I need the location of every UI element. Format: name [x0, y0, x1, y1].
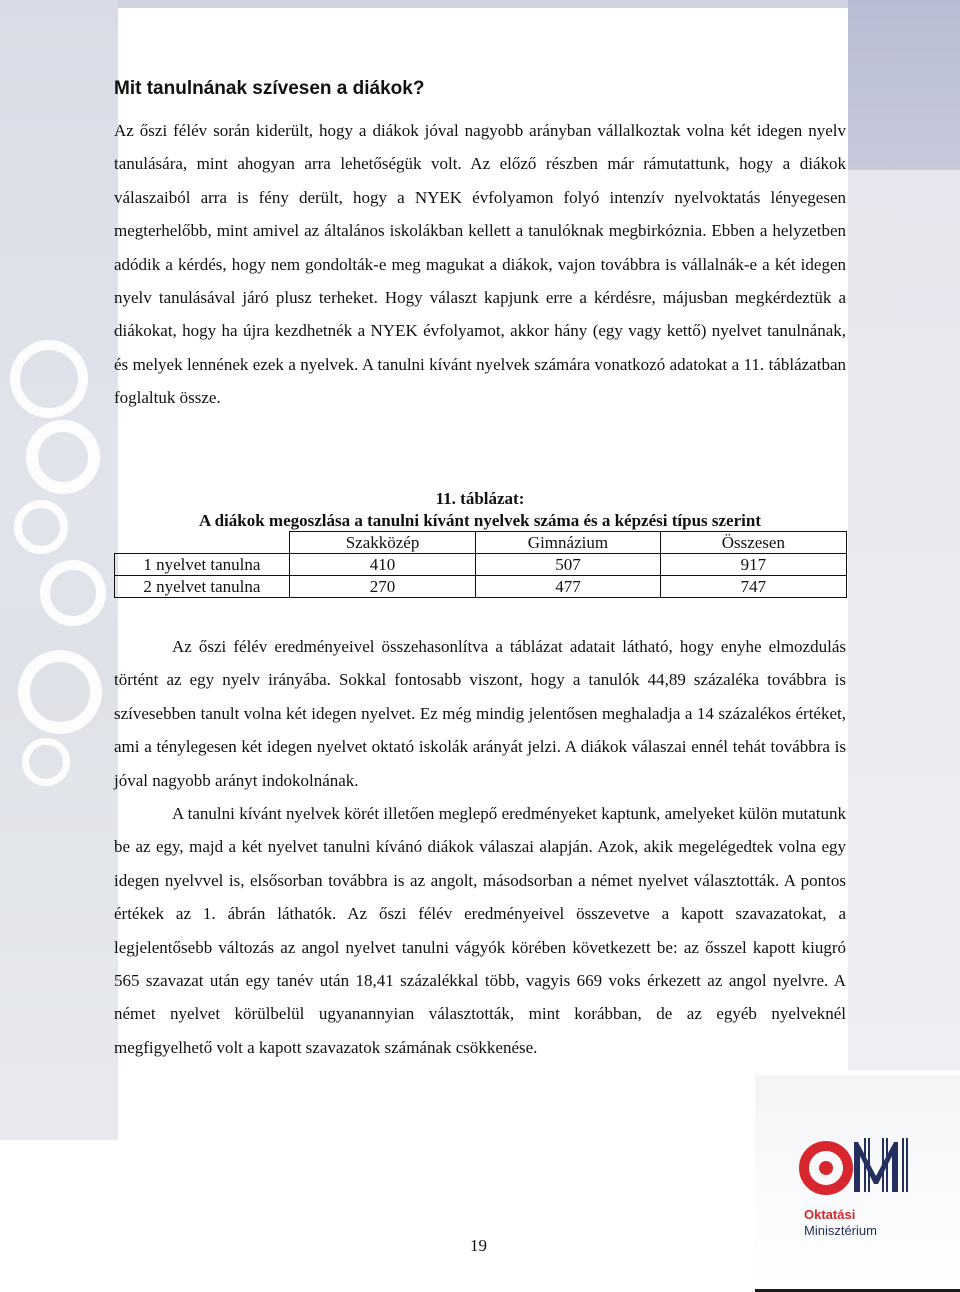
data-table — [114, 531, 847, 598]
table-header-cell: Gimnázium — [476, 532, 660, 554]
right-decor-panel-top — [848, 0, 960, 170]
paragraph-intro: Az őszi félév során kiderült, hogy a diákok jóval nagyobb arányban vállalkoztak volna két idegen nyelv tanulására, mint ahogyan arra lehetőségük volt. Az előző részben már rámutattunk, hogy a diákok válaszaiból arra is fény derült, hogy a NYEK évfolyamon folyó intenzív nyelvoktatás lényegesen megterhelőbb, mint amivel az általános iskolákban kellett a tanulóknak megbirkóznia. Ebben a helyzetben adódik a kérdés, hogy nem gondolták-e meg magukat a diákok, vajon továbbra is vállalnák-e a két idegen nyelv tanulásával járó plusz terheket. Hogy választ kapjunk erre a kérdésre, májusban megkérdeztük a diákokat, hogy ha újra kezdhetnék a NYEK évfolyamot, akkor hány (egy vagy kettő) nyelvet tanulnának, és melyek lennének ezek a nyelvek. A tanulni kívánt nyelvek számára vonatkozó adatokat a 11. táblázatban foglaltuk össze. — [114, 121, 846, 408]
table-cell: 410 — [289, 554, 475, 576]
decor-ring — [14, 500, 68, 554]
table-header-cell: Szakközép — [289, 532, 475, 554]
right-decor-panel — [848, 170, 960, 1070]
table-row — [115, 576, 847, 598]
left-decor-panel — [0, 0, 118, 1140]
table-title: A diákok megoszlása a tanulni kívánt nyelvek száma és a képzési típus szerint — [199, 511, 761, 530]
logo-text-oktatasi: Oktatási — [804, 1207, 856, 1222]
table-cell: 747 — [660, 576, 846, 598]
table-number: 11. táblázat: — [435, 489, 525, 508]
table-cell: 2 nyelvet tanulna — [115, 576, 290, 598]
decor-ring — [22, 738, 70, 786]
table-header-row — [115, 532, 847, 554]
decor-ring — [10, 340, 88, 418]
logo-text-miniszterium: Minisztérium — [804, 1223, 877, 1238]
section-heading: Mit tanulnának szívesen a diákok? — [114, 78, 425, 99]
decor-ring — [18, 650, 102, 734]
table-header-cell — [115, 532, 290, 554]
table-cell: 507 — [476, 554, 660, 576]
table-header-cell: Összesen — [660, 532, 846, 554]
top-decor-bar — [0, 0, 960, 8]
table-cell: 477 — [476, 576, 660, 598]
table-cell: 1 nyelvet tanulna — [115, 554, 290, 576]
decor-ring — [40, 560, 106, 626]
table-cell: 917 — [660, 554, 846, 576]
paragraph-comparison: Az őszi félév eredményeivel összehasonlítva a táblázat adatait látható, hogy enyhe elmozdulás történt az egy nyelv irányába. Sokkal fontosabb viszont, hogy a tanulók 44,89 százaléka továbbra is szívesebben tanult volna két idegen nyelvet. Ez még mindig jelentősen meghaladja a 14 százalékos értéket, ami a ténylegesen két idegen nyelvet oktató iskolák arányát jelzi. A diákok válaszai ennél tehát továbbra is jóval nagyobb arányt indokolnának. — [114, 637, 846, 790]
table-cell: 270 — [289, 576, 475, 598]
page-number: 19 — [470, 1236, 487, 1255]
paragraph-languages: A tanulni kívánt nyelvek körét illetően meglepő eredményeket kaptunk, amelyeket külön mutatunk be az egy, majd a két nyelvet tanulni kívánó diákok válaszai alapján. Azok, akik megelégedtek volna egy idegen nyelvvel is, elsősorban továbbra is az angolt, másodsorban a német nyelvet választották. A pontos értékek az 1. ábrán láthatók. Az őszi félév eredményeivel összevetve a kapott szavazatokat, a legjelentősebb változás az angol nyelvet tanulni vágyók körében következett be: az ősszel kapott kiugró 565 szavazat után egy tanév után 18,41 százalékkal több, vagyis 669 voks érkezett az angol nyelvre. A német nyelvet körülbelül ugyanannyian választották, mint korábban, de az egyéb nyelveknél megfigyelhető volt a kapott szavazatok számának csökkenése. — [114, 804, 846, 1057]
decor-ring — [26, 420, 100, 494]
table-row — [115, 554, 847, 576]
